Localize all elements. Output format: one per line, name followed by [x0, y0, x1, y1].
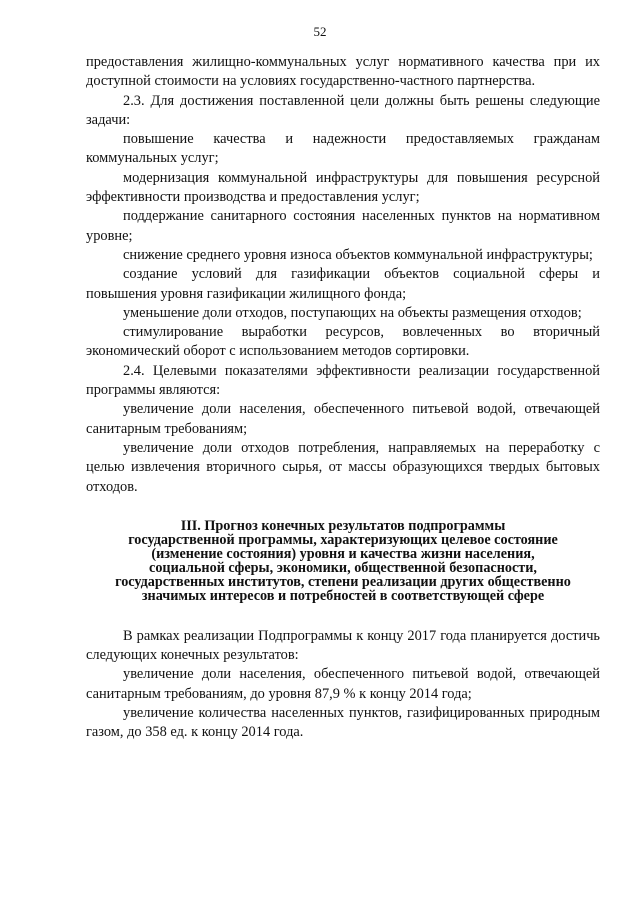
- page-number: 52: [313, 24, 327, 39]
- paragraph-task-wear: снижение среднего уровня износа объектов коммунальной инфраструктуры;: [123, 246, 593, 263]
- section-heading-line: значимых интересов и потребностей в соответствующей сфере: [141, 587, 545, 604]
- section-heading-line: III. Прогноз конечных результатов подпрограммы: [180, 517, 506, 534]
- paragraph-task-gasification: создание условий для газификации объектов социальной сферы и повышения уровня газификации жилищного фонда;: [86, 266, 600, 302]
- spacer: [86, 603, 600, 627]
- paragraph-indicator-water: увеличение доли населения, обеспеченного питьевой водой, отвечающей санитарным требованиям;: [86, 401, 600, 437]
- paragraph-result-water: увеличение доли населения, обеспеченного питьевой водой, отвечающей санитарным требованиям, до уровня 87,9 % к концу 2014 года;: [86, 666, 600, 702]
- paragraph-task-recycling: стимулирование выработки ресурсов, вовлеченных во вторичный экономический оборот с использованием методов сортировки.: [86, 324, 600, 360]
- section-heading-line: (изменение состояния) уровня и качества жизни населения,: [151, 545, 535, 562]
- paragraph-task-modernization: модернизация коммунальной инфраструктуры для повышения ресурсной эффективности производства и предоставления услуг;: [86, 169, 600, 206]
- document-body: [86, 53, 600, 743]
- paragraph-result-gas: увеличение количества населенных пунктов, газифицированных природным газом, до 358 ед. к концу 2014 года.: [86, 705, 600, 741]
- paragraph-task-quality: повышение качества и надежности предоставляемых гражданам коммунальных услуг;: [86, 131, 600, 167]
- paragraph-2-4-indicators-intro: 2.4. Целевыми показателями эффективности реализации государственной программы являются:: [86, 362, 600, 399]
- section-heading-line: государственных институтов, степени реализации других общественно: [115, 573, 571, 590]
- paragraph-indicator-waste: увеличение доли отходов потребления, направляемых на переработку с целью извлечения вторичного сырья, от массы образующихся твердых бытовых отходов.: [86, 439, 600, 495]
- section-heading-iii: [86, 519, 600, 603]
- paragraph-task-sanitary: поддержание санитарного состояния населенных пунктов на нормативном уровне;: [86, 208, 600, 244]
- section-heading-line: государственной программы, характеризующих целевое состояние: [128, 531, 558, 548]
- paragraph-2-3-tasks-intro: 2.3. Для достижения поставленной цели должны быть решены следующие задачи:: [86, 92, 600, 128]
- section-heading-line: социальной сферы, экономики, общественной безопасности,: [149, 559, 537, 576]
- paragraph-continuation: предоставления жилищно-коммунальных услуг нормативного качества при их доступной стоимости на условиях государственно-частного партнерства.: [86, 54, 600, 90]
- paragraph-task-waste: уменьшение доли отходов, поступающих на объекты размещения отходов;: [123, 304, 582, 321]
- paragraph-results-intro: В рамках реализации Подпрограммы к концу 2017 года планируется достичь следующих конечных результатов:: [86, 627, 600, 664]
